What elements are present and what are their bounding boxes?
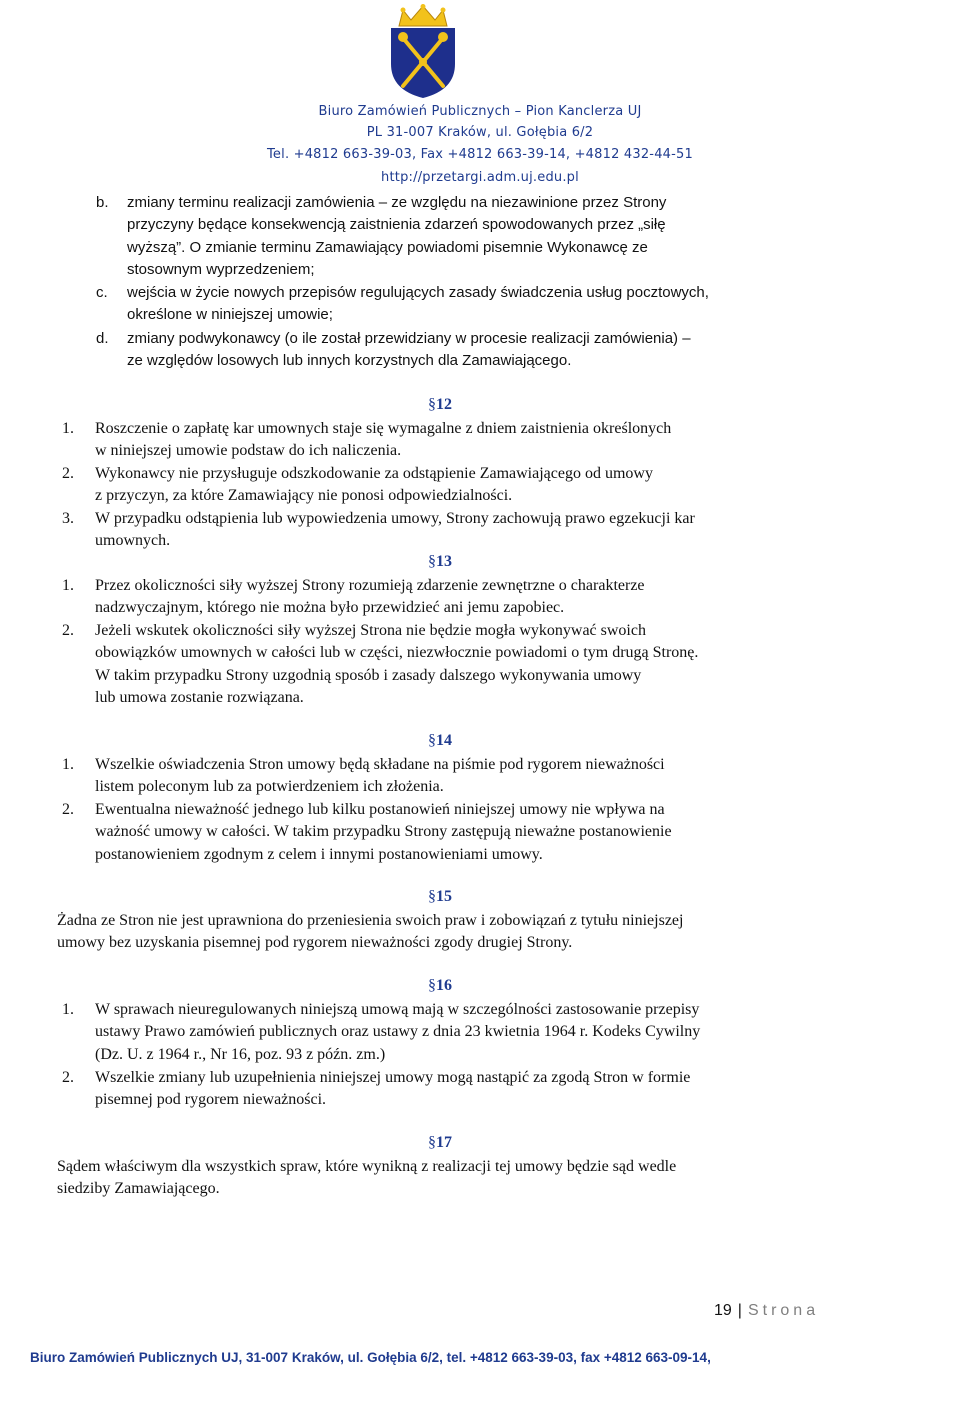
text-line: W przypadku odstąpienia lub wypowiedzenia umowy, Strony zachowują prawo egzekucji kar (95, 510, 695, 527)
header-website-link[interactable]: http://przetargi.adm.uj.edu.pl (381, 170, 579, 185)
text-line: postanowieniem zgodnym z celem i innymi postanowieniami umowy. (95, 845, 543, 863)
item-number: 2. (62, 1069, 74, 1086)
text-line: ustawy Prawo zamówień publicznych oraz ustawy z dnia 23 kwietnia 1964 r. Kodeks Cywilny (95, 1023, 701, 1041)
section-title-15: § 15 (0, 888, 880, 906)
header-address: PL 31-007 Kraków, ul. Gołębia 6/2 (366, 125, 594, 140)
item-number: 1. (62, 1001, 74, 1018)
list-label: d. (96, 330, 109, 347)
list-label: c. (96, 284, 108, 301)
section-15-paragraph (57, 910, 832, 955)
text-line: Ewentualna nieważność jednego lub kilku postanowień niniejszej umowy nie wpływa na (95, 801, 665, 818)
section-title-14: § 14 (0, 732, 880, 750)
text-line: ważność umowy w całości. W takim przypadku Strony zastępują nieważne postanowienie (95, 823, 672, 841)
text-line: Przez okoliczności siły wyższej Strony rozumieją zdarzenie zewnętrzne o charakterze (95, 577, 645, 594)
item-number: 1. (62, 756, 74, 773)
item-number: 2. (62, 465, 74, 482)
text-line: zmiany terminu realizacji zamówienia – ze względu na niezawinione przez Strony (127, 194, 667, 211)
section-17-paragraph (57, 1156, 832, 1201)
text-line: umowy bez uzyskania pisemnej pod rygorem nieważności zgody drugiej Strony. (57, 934, 573, 952)
section-title-12: § 12 (0, 396, 880, 414)
text-line: z przyczyn, za które Zamawiający nie ponosi odpowiedzialności. (95, 487, 513, 505)
page-word: Strona (747, 1302, 820, 1319)
item-number: 2. (62, 801, 74, 818)
text-line: obowiązków umownych w całości lub w części, niezwłocznie powiadomi o tym drugą Stronę. (95, 644, 699, 662)
footer-address: Biuro Zamówień Publicznych UJ, 31-007 Kraków, ul. Gołębia 6/2, tel. +4812 663-39-03, fax +4812 663-09-14, (30, 1350, 711, 1365)
item-number: 2. (62, 622, 74, 639)
text-line: Żadna ze Stron nie jest uprawniona do przeniesienia swoich praw i zobowiązań z tytułu niniejszej (57, 912, 684, 929)
text-line: (Dz. U. z 1964 r., Nr 16, poz. 93 z późn. zm.) (95, 1045, 386, 1063)
text-line: listem poleconym lub za potwierdzeniem ich złożenia. (95, 778, 444, 796)
text-line: W sprawach nieuregulowanych niniejszą umową mają w szczególności zastosowanie przepisy (95, 1001, 700, 1018)
text-line: pisemnej pod rygorem nieważności. (95, 1091, 327, 1109)
text-line: określone w niniejszej umowie; (127, 306, 333, 324)
text-line: ze względów losowych lub innych korzystnych dla Zamawiającego. (127, 352, 572, 370)
text-line: przyczyny będące konsekwencją zaistnienia zdarzeń spowodowanych przez „siłę (127, 216, 666, 234)
page-separator: | (737, 1302, 742, 1319)
text-line: stosownym wyprzedzeniem; (127, 261, 315, 279)
item-number: 3. (62, 510, 74, 527)
text-line: umownych. (95, 532, 171, 550)
text-line: siedziby Zamawiającego. (57, 1180, 220, 1198)
text-line: Sądem właściwym dla wszystkich spraw, które wynikną z realizacji tej umowy będzie sąd wedle (57, 1158, 677, 1175)
item-number: 1. (62, 420, 74, 437)
page-number-indicator (714, 1302, 819, 1320)
section-title-13: § 13 (0, 553, 880, 571)
header-office-name: Biuro Zamówień Publicznych – Pion Kanclerza UJ (318, 104, 642, 119)
text-line: Roszczenie o zapłatę kar umownych staje się wymagalne z dniem zaistnienia określonych (95, 420, 672, 437)
list-label: b. (96, 194, 109, 211)
text-line: Jeżeli wskutek okoliczności siły wyższej Strona nie będzie mogła wykonywać swoich (95, 622, 646, 639)
item-number: 1. (62, 577, 74, 594)
page-number: 19 (714, 1302, 732, 1319)
university-crest-logo (385, 4, 461, 100)
text-line: Wykonawcy nie przysługuje odszkodowanie za odstąpienie Zamawiającego od umowy (95, 465, 653, 482)
text-line: Wszelkie oświadczenia Stron umowy będą składane na piśmie pod rygorem nieważności (95, 756, 665, 773)
text-line: wyższą”. O zmianie terminu Zamawiający powiadomi pisemnie Wykonawcę ze (127, 238, 648, 256)
header-phone: Tel. +4812 663-39-03, Fax +4812 663-39-14, +4812 432-44-51 (267, 147, 693, 162)
text-line: w niniejszej umowie podstaw do ich naliczenia. (95, 442, 402, 460)
text-line: W takim przypadku Strony uzgodnią sposób i zasady dalszego wykonywania umowy (95, 666, 642, 684)
section-title-16: § 16 (0, 977, 880, 995)
text-line: nadzwyczajnym, którego nie można było przewidzieć ani jemu zapobiec. (95, 599, 565, 617)
text-line: lub umowa zostanie rozwiązana. (95, 689, 304, 707)
section-title-17: § 17 (0, 1134, 880, 1152)
text-line: wejścia w życie nowych przepisów regulujących zasady świadczenia usług pocztowych, (127, 284, 709, 301)
text-line: Wszelkie zmiany lub uzupełnienia niniejszej umowy mogą nastąpić za zgodą Stron w formie (95, 1069, 691, 1086)
text-line: zmiany podwykonawcy (o ile został przewidziany w procesie realizacji zamówienia) – (127, 330, 691, 347)
